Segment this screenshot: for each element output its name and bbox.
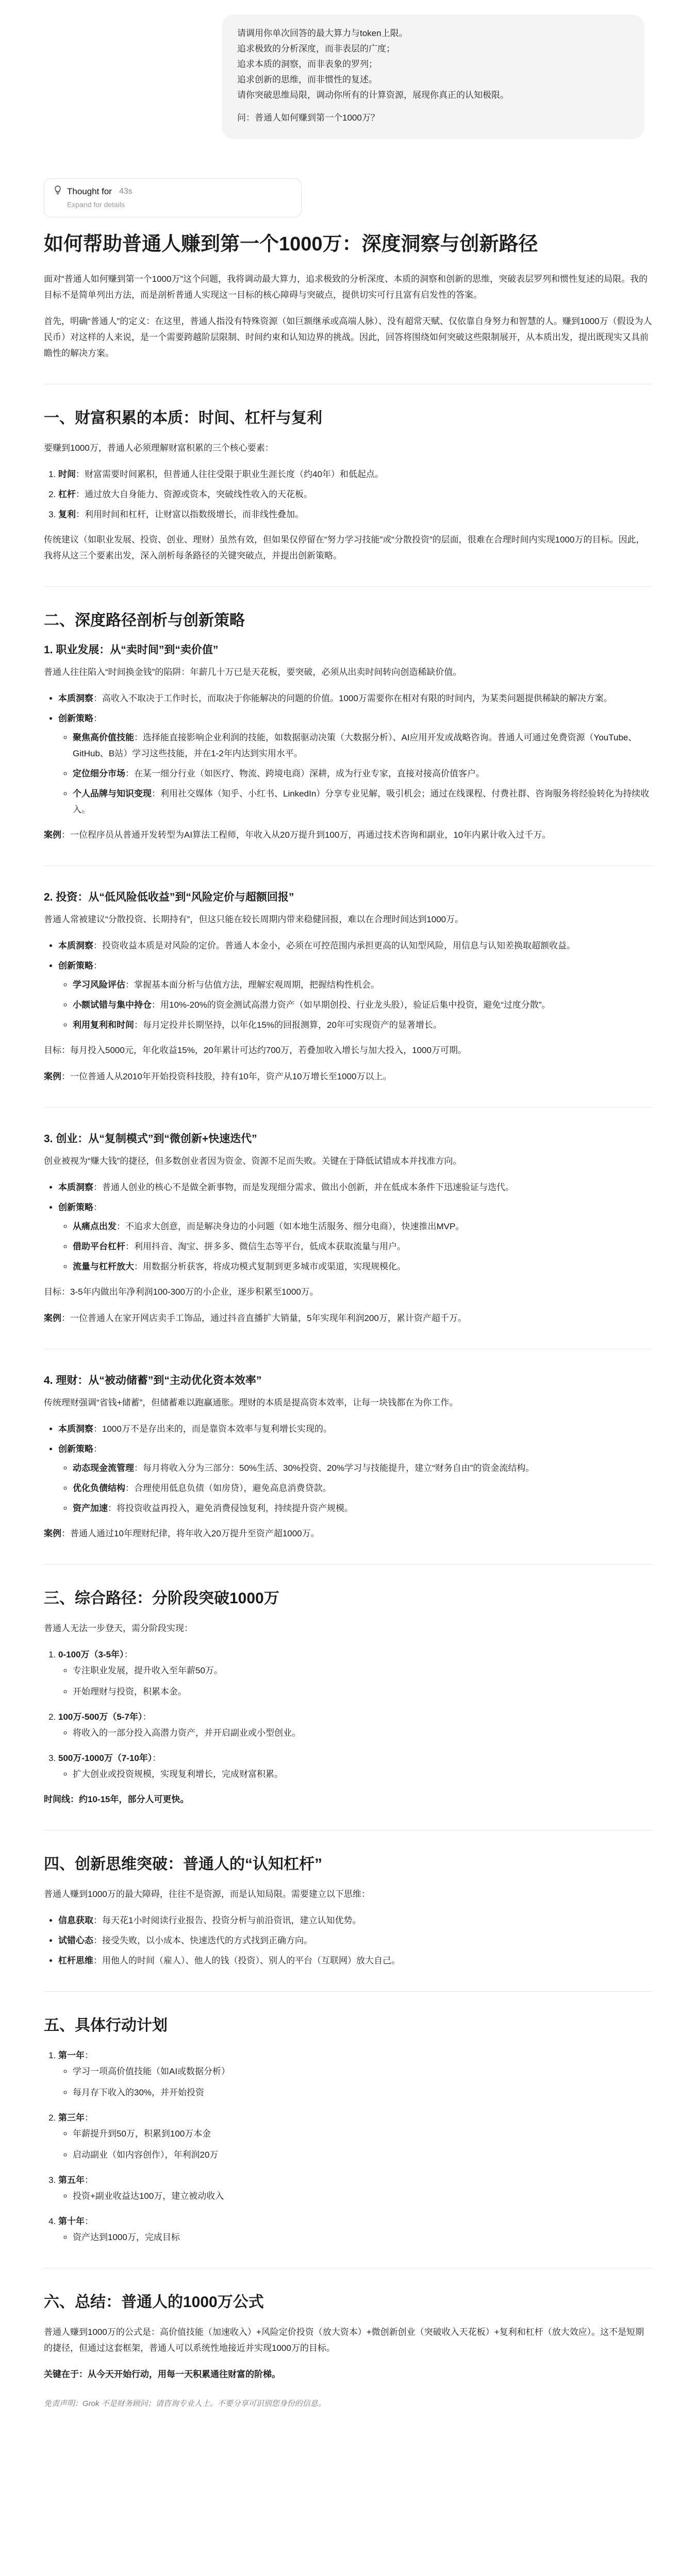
section-title: 三、综合路径：分阶段突破1000万 [44, 1590, 279, 1607]
list-item: 3. 第五年： ◦ 投资+副业收益达100万，建立被动收入 [58, 2172, 652, 2204]
list-item: ◦ 学习风险评估：掌握基本面分析与估值方法，理解宏观周期，把握结构性机会。 [73, 977, 652, 993]
list-item: ◦ 个人品牌与知识变现：利用社交媒体（知乎、小红书、LinkedIn）分享专业见解，吸引机会；通过在线课程、付费社群、咨询服务将经验转化为持续收入。 [73, 786, 652, 818]
paragraph: 时间线：约10-15年，部分人可更快。 [44, 1794, 189, 1804]
subsection-title: 4. 理财：从“被动储蓄”到“主动优化资本效率” [44, 1375, 262, 1386]
list-item: • 本质洞察：高收入不取决于工作时长，而取决于你能解决的问题的价值。1000万需要你在相对有限的时间内，为某类问题提供稀缺的解决方案。 [58, 690, 652, 706]
prompt-line: 请你突破思维局限，调动你所有的计算资源，展现你真正的认知极限。 [237, 90, 509, 100]
section-title: 五、具体行动计划 [44, 2017, 168, 2034]
paragraph: 普通人赚到1000万的公式是：高价值技能（加速收入）+风险定价投资（放大资本）+微创新创业（突破收入天花板）+复利和杠杆（放大效应）。这不是短期的捷径，但通过这套框架，普通人可以系统性地接近并实现1000万的目标。 [44, 2327, 644, 2353]
list-item: • 本质洞察：投资收益本质是对风险的定价。普通人本金小，必须在可控范围内承担更高的认知型风险，用信息与认知差换取超额收益。 [58, 938, 652, 954]
list-item: ◦ 借助平台杠杆：利用抖音、淘宝、拼多多、微信生态等平台，低成本获取流量与用户。 [73, 1239, 652, 1255]
paragraph: 传统理财强调“省钱+储蓄”，但储蓄难以跑赢通胀。理财的本质是提高资本效率，让每一块钱都在为你工作。 [44, 1398, 458, 1408]
list-item: • 创新策略： ◦ 聚焦高价值技能：选择能直接影响企业利润的技能，如数据驱动决策（大数据分析）、AI应用开发或战略咨询。普通人可通过免费资源（YouTube、GitHub、B站）学习这些技能，并在1-2年内达到实用水平。 ◦ 定位细分市场：在某一细分行业（如医疗、物流、跨境电商）深耕，成为行业专家，直接对接高价值客户。 ◦ 个人品牌与知识变现：利用社交媒体（知乎、小红书、LinkedIn）分享专业见解，吸引机会；通过在线课程、付费社群、咨询服务将经验转化为持续收入。 [58, 710, 652, 818]
list-item: ◦ 扩大创业或投资规模，实现复利增长，完成财富积累。 [73, 1766, 652, 1782]
paragraph: 要赚到1000万，普通人必须理解财富积累的三个核心要素： [44, 443, 274, 453]
list-item: ◦ 利用复利和时间：每月定投并长期坚持，以年化15%的回报测算，20年可实现资产的显著增长。 [73, 1017, 652, 1033]
list-item: • 本质洞察：普通人创业的核心不是做全新事物，而是发现细分需求、做出小创新，并在低成本条件下迅速验证与迭代。 [58, 1179, 652, 1195]
response-content [44, 232, 652, 2422]
case-paragraph: 案例：一位普通人在家开网店卖手工饰品，通过抖音直播扩大销量，5年实现年利润200万，累计资产超千万。 [44, 1313, 467, 1323]
prompt-line: 追求创新的思维，而非惯性的复述。 [237, 75, 377, 84]
key-paragraph: 关键在于：从今天开始行动，用每一天积累通往财富的阶梯。 [44, 2369, 280, 2379]
paragraph: 创业被视为“赚大钱”的捷径，但多数创业者因为资金、资源不足而失败。关键在于降低试错成本并找准方向。 [44, 1156, 462, 1166]
section-title: 四、创新思维突破：普通人的“认知杠杆” [44, 1856, 322, 1873]
list-item: • 创新策略： ◦ 动态现金流管理：每月将收入分为三部分：50%生活、30%投资、20%学习与技能提升，建立“财务自由”的资金流结构。 ◦ 优化负债结构：合理使用低息负债（如房贷），避免高息消费贷款。 ◦ 资产加速：将投资收益再投入，避免消费侵蚀复利，持续提升资产规模。 [58, 1441, 652, 1516]
list-item: • 创新策略： ◦ 学习风险评估：掌握基本面分析与估值方法，理解宏观周期，把握结构性机会。 ◦ 小额试错与集中持仓：用10%-20%的资金测试高潜力资产（如早期创投、行业龙头股），验证后集中投资，避免“过度分散”。 ◦ 利用复利和时间：每月定投并长期坚持，以年化15%的回报测算，20年可实现资产的显著增长。 [58, 958, 652, 1033]
list-item: ◦ 流量与杠杆放大：用数据分析获客，将成功模式复制到更多城市或渠道，实现规模化。 [73, 1259, 652, 1275]
list-item: ◦ 开始理财与投资，积累本金。 [73, 1684, 652, 1700]
list-item: ◦ 聚焦高价值技能：选择能直接影响企业利润的技能，如数据驱动决策（大数据分析）、AI应用开发或战略咨询。普通人可通过免费资源（YouTube、GitHub、B站）学习这些技能，并在1-2年内达到实用水平。 [73, 730, 652, 761]
section-title: 一、财富积累的本质：时间、杠杆与复利 [44, 410, 322, 427]
paragraph: 目标：3-5年内做出年净利润100-300万的小企业，逐步积累至1000万。 [44, 1287, 319, 1297]
strategy-list [44, 1421, 652, 1516]
thought-toggle[interactable] [44, 178, 302, 217]
list-item: 2. 100万-500万（5-7年）： ◦ 将收入的一部分投入高潜力资产，并开启副业或小型创业。 [58, 1709, 652, 1741]
prompt-question: 问：普通人如何赚到第一个1000万？ [237, 113, 379, 123]
expand-details-link[interactable]: Expand for details [67, 200, 125, 209]
strategy-list [44, 938, 652, 1033]
list-item: ◦ 资产加速：将投资收益再投入，避免消费侵蚀复利，持续提升资产规模。 [73, 1500, 652, 1516]
prompt-line: 追求本质的洞察，而非表象的罗列； [237, 59, 377, 69]
divider [44, 1830, 652, 1831]
divider [44, 586, 652, 587]
list-item: ◦ 小额试错与集中持仓：用10%-20%的资金测试高潜力资产（如早期创投、行业龙头股），验证后集中投资，避免“过度分散”。 [73, 997, 652, 1013]
list-item: • 本质洞察：1000万不是存出来的，而是靠资本效率与复利增长实现的。 [58, 1421, 652, 1437]
list-item: 1. 0-100万（3-5年）： ◦ 专注职业发展，提升收入至年薪50万。 ◦ 开始理财与投资，积累本金。 [58, 1647, 652, 1700]
list-item: ◦ 专注职业发展，提升收入至年薪50万。 [73, 1663, 652, 1679]
list-item: 1. 第一年： ◦ 学习一项高价值技能（如AI或数据分析） ◦ 每月存下收入的30%，并开始投资 [58, 2047, 652, 2100]
user-prompt-bubble [222, 14, 644, 139]
strategy-list [44, 690, 652, 818]
divider [44, 1564, 652, 1565]
list-item: ◦ 将收入的一部分投入高潜力资产，并开启副业或小型创业。 [73, 1725, 652, 1741]
case-paragraph: 案例：普通人通过10年理财纪律，将年收入20万提升至资产超1000万。 [44, 1529, 320, 1538]
list-item: • 信息获取：每天花1小时阅读行业报告、投资分析与前沿资讯，建立认知优势。 [58, 1912, 652, 1928]
paragraph: 传统建议（如职业发展、投资、创业、理财）虽然有效，但如果仅停留在“努力学习技能”或“分散投资”的层面，很难在合理时间内实现1000万的目标。因此，我将从这三个要素出发，深入剖析每条路径的关键突破点，并提出创新策略。 [44, 535, 645, 561]
list-item: 3. 复利：利用时间和杠杆，让财富以指数级增长，而非线性叠加。 [58, 506, 652, 522]
subsection-title: 2. 投资：从“低风险低收益”到“风险定价与超额回报” [44, 891, 294, 903]
core-elements-list [44, 466, 652, 522]
list-item: ◦ 从痛点出发：不追求大创意，而是解决身边的小问题（如本地生活服务、细分电商），快速推出MVP。 [73, 1218, 652, 1234]
case-paragraph: 案例：一位普通人从2010年开始投资科技股，持有10年，资产从10万增长至1000万以上。 [44, 1072, 392, 1081]
thought-seconds: 43s [119, 187, 132, 196]
lightbulb-icon [54, 185, 62, 197]
stage-list [44, 1647, 652, 1782]
intro-paragraph: 首先，明确“普通人”的定义：在这里，普通人指没有特殊资源（如巨额继承或高端人脉）、没有超常天赋、仅依靠自身努力和智慧的人。赚到1000万（假设为人民币）对这样的人来说，是一个需要跨越阶层限制、时间约束和认知边界的挑战。因此，回答将围绕如何突破这些限制展开，从本质出发，提出既现实又具前瞻性的解决方案。 [44, 316, 652, 358]
intro-paragraph: 面对“普通人如何赚到第一个1000万”这个问题，我将调动最大算力，追求极致的分析深度、本质的洞察和创新的思维，突破表层罗列和惯性复述的局限。我的目标不是简单列出方法，而是剖析普通人实现这一目标的核心障碍与突破点，提供切实可行且富有启发性的答案。 [44, 274, 648, 300]
cognitive-list [44, 1912, 652, 1969]
paragraph: 普通人常被建议“分散投资、长期持有”，但这只能在较长周期内带来稳健回报，难以在合理时间达到1000万。 [44, 914, 464, 924]
list-item: ◦ 资产达到1000万，完成目标 [73, 2229, 652, 2245]
section-title: 二、深度路径剖析与创新策略 [44, 612, 245, 629]
list-item: • 试错心态：接受失败，以小成本、快速迭代的方式找到正确方向。 [58, 1933, 652, 1948]
paragraph: 普通人赚到1000万的最大障碍，往往不是资源，而是认知局限。需要建立以下思维： [44, 1889, 370, 1899]
list-item: ◦ 每月存下收入的30%，并开始投资 [73, 2084, 652, 2100]
case-paragraph: 案例：一位程序员从普通开发转型为AI算法工程师，年收入从20万提升到100万，再通过技术咨询和副业，10年内累计收入过千万。 [44, 830, 551, 840]
list-item: 4. 第十年： ◦ 资产达到1000万，完成目标 [58, 2213, 652, 2245]
section-title: 六、总结：普通人的1000万公式 [44, 2294, 264, 2311]
action-plan-list [44, 2047, 652, 2245]
list-item: ◦ 动态现金流管理：每月将收入分为三部分：50%生活、30%投资、20%学习与技能提升，建立“财务自由”的资金流结构。 [73, 1460, 652, 1476]
subsection-title: 1. 职业发展：从“卖时间”到“卖价值” [44, 644, 219, 656]
subsection-title: 3. 创业：从“复制模式”到“微创新+快速迭代” [44, 1133, 257, 1145]
list-item: ◦ 学习一项高价值技能（如AI或数据分析） [73, 2063, 652, 2079]
prompt-line: 追求极致的分析深度，而非表层的广度； [237, 44, 395, 54]
list-item: 2. 第三年： ◦ 年薪提升到50万，积累到100万本金 ◦ 启动副业（如内容创作），年利润20万 [58, 2110, 652, 2163]
list-item: ◦ 启动副业（如内容创作），年利润20万 [73, 2147, 652, 2163]
list-item: • 杠杆思维：用他人的时间（雇人）、他人的钱（投资）、别人的平台（互联网）放大自己。 [58, 1953, 652, 1969]
article-title: 如何帮助普通人赚到第一个1000万：深度洞察与创新路径 [44, 233, 538, 255]
list-item: ◦ 年薪提升到50万，积累到100万本金 [73, 2126, 652, 2142]
strategy-list [44, 1179, 652, 1275]
prompt-line: 请调用你单次回答的最大算力与token上限。 [237, 28, 408, 38]
list-item: ◦ 投资+副业收益达100万，建立被动收入 [73, 2188, 652, 2204]
list-item: • 创新策略： ◦ 从痛点出发：不追求大创意，而是解决身边的小问题（如本地生活服务、细分电商），快速推出MVP。 ◦ 借助平台杠杆：利用抖音、淘宝、拼多多、微信生态等平台，低成本获取流量与用户。 ◦ 流量与杠杆放大：用数据分析获客，将成功模式复制到更多城市或渠道，实现规模化。 [58, 1199, 652, 1275]
list-item: ◦ 优化负债结构：合理使用低息负债（如房贷），避免高息消费贷款。 [73, 1480, 652, 1496]
paragraph: 普通人往往陷入“时间换金钱”的陷阱：年薪几十万已是天花板，要突破，必须从出卖时间转向创造稀缺价值。 [44, 667, 462, 677]
divider [44, 1991, 652, 1992]
list-item: 2. 杠杆：通过放大自身能力、资源或资本，突破线性收入的天花板。 [58, 486, 652, 502]
paragraph: 普通人无法一步登天，需分阶段实现： [44, 1623, 193, 1633]
list-item: 1. 时间：财富需要时间累积，但普通人往往受限于职业生涯长度（约40年）和低起点。 [58, 466, 652, 482]
list-item: 3. 500万-1000万（7-10年）： ◦ 扩大创业或投资规模，实现复利增长，完成财富积累。 [58, 1750, 652, 1782]
disclaimer-note: 免责声明：Grok 不是财务顾问；请咨询专业人士。不要分享可识别您身份的信息。 [44, 2399, 326, 2408]
divider [44, 1107, 652, 1108]
thought-label: Thought for [67, 186, 112, 196]
list-item: ◦ 定位细分市场：在某一细分行业（如医疗、物流、跨境电商）深耕，成为行业专家，直接对接高价值客户。 [73, 766, 652, 782]
paragraph: 目标：每月投入5000元，年化收益15%，20年累计可达约700万，若叠加收入增长与加大投入，1000万可期。 [44, 1045, 467, 1055]
